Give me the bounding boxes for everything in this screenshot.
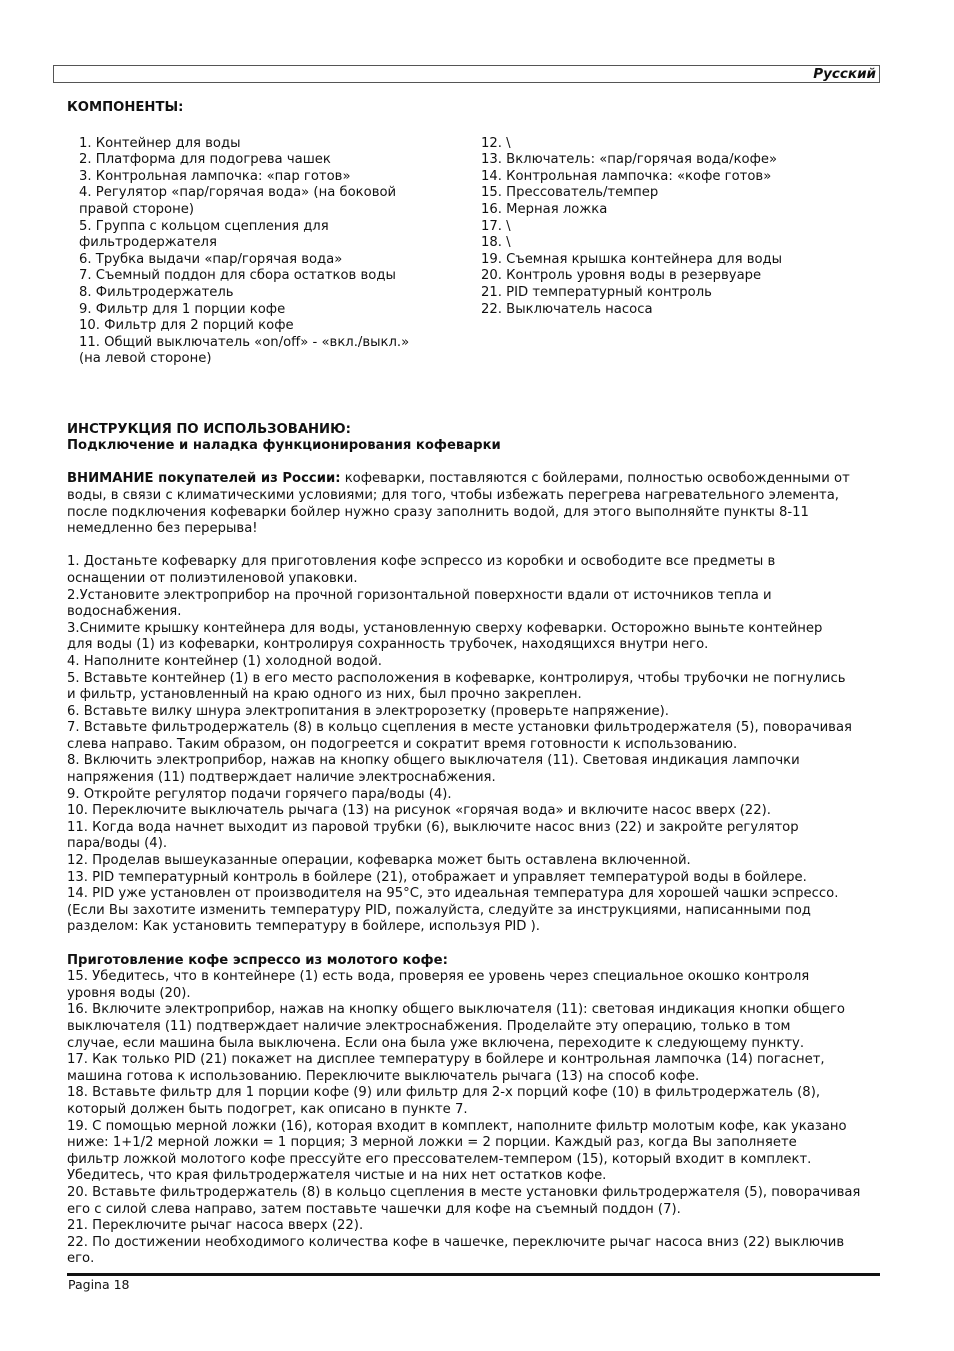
step-line: 19. С помощью мерной ложки (16), которая входит в комплект, наполните фильтр молотым кофе, как указано bbox=[67, 1118, 847, 1134]
component-item-line: 1. Контейнер для воды bbox=[79, 135, 241, 151]
step-line: 14. PID уже установлен от производителя на 95°C, это идеальная температура для хорошей чашки эспрессо. bbox=[67, 886, 839, 902]
step-line: его с силой слева направо, затем поставьте чашечки для кофе на съемный поддон (7). bbox=[67, 1201, 681, 1217]
step-line: 22. По достижении необходимого количества кофе в чашечке, переключите рычаг насоса вниз (22) выключив bbox=[67, 1234, 845, 1250]
step-line: 20. Вставьте фильтродержатель (8) в кольцо сцепления в месте установки фильтродержателя (5), поворачивая bbox=[67, 1184, 861, 1200]
component-item-line: 8. Фильтродержатель bbox=[79, 284, 234, 300]
instructions-subtitle: Подключение и наладка функционирования кофеварки bbox=[67, 438, 501, 454]
component-item bbox=[79, 169, 459, 186]
component-item-line: (на левой стороне) bbox=[79, 351, 212, 367]
components-left-column bbox=[79, 136, 459, 368]
warning-line: воды, в связи с климатическими условиями; для того, чтобы избежать перегрева нагревательного элемента, bbox=[67, 487, 839, 503]
step-line: 2.Установите электроприбор на прочной горизонтальной поверхности вдали от источников тепла и bbox=[67, 587, 772, 603]
step-line: 15. Убедитесь, что в контейнере (1) есть вода, проверяя ее уровень через специальное окошко контроля bbox=[67, 969, 810, 985]
component-item: 12. \ bbox=[481, 135, 511, 151]
step-line: 3.Снимите крышку контейнера для воды, установленную сверху кофеварки. Осторожно выньте контейнер bbox=[67, 620, 823, 636]
component-item bbox=[79, 252, 459, 269]
component-item bbox=[79, 219, 459, 252]
step-line: (Если Вы захотите изменить температуру PID, пожалуйста, следуйте за инструкциями, написанными под bbox=[67, 902, 811, 918]
component-item-line: фильтродержателя bbox=[79, 235, 217, 251]
step-line: выключателя (11) подтверждает наличие электроснабжения. Проделайте эту операцию, только в том bbox=[67, 1018, 791, 1034]
component-item bbox=[79, 302, 459, 319]
component-item bbox=[79, 152, 459, 169]
step-line: 10. Переключите выключатель рычага (13) на рисунок «горячая вода» и включите насос вверх (22). bbox=[67, 803, 771, 819]
component-item: 16. Мерная ложка bbox=[481, 201, 608, 217]
step-line: 12. Проделав вышеуказанные операции, кофеварка может быть оставлена включенной. bbox=[67, 853, 691, 869]
espresso-steps bbox=[67, 969, 879, 1268]
warning-text: кофеварки, поставляются с бойлерами, полностью освобожденными от bbox=[340, 471, 850, 487]
component-item: 15. Прессователь/темпер bbox=[481, 185, 659, 201]
component-item: 13. Включатель: «пар/горячая вода/кофе» bbox=[481, 152, 778, 168]
step-line: 13. PID температурный контроль в бойлере (21), отображает и управляет температурой воды в бойлере. bbox=[67, 869, 807, 885]
step-line: 21. Переключите рычаг насоса вверх (22). bbox=[67, 1218, 364, 1234]
component-item-line: 3. Контрольная лампочка: «пар готов» bbox=[79, 168, 351, 184]
component-item-line: 6. Трубка выдачи «пар/горячая вода» bbox=[79, 251, 343, 267]
component-item: 19. Съемная крышка контейнера для воды bbox=[481, 251, 783, 267]
step-line: 8. Включить электроприбор, нажав на кнопку общего выключателя (11). Световая индикация лампочки bbox=[67, 753, 800, 769]
components-right-column bbox=[481, 136, 861, 319]
warning-label: ВНИМАНИЕ покупателей из России: bbox=[67, 471, 341, 487]
step-line: и фильтр, установленный на краю одного из них, был прочно закреплен. bbox=[67, 687, 582, 703]
instructions-title: ИНСТРУКЦИЯ ПО ИСПОЛЬЗОВАНИЮ: bbox=[67, 421, 351, 437]
component-item bbox=[79, 318, 459, 335]
component-item: 22. Выключатель насоса bbox=[481, 301, 653, 317]
step-line: 1. Достаньте кофеварку для приготовления кофе эспрессо из коробки и освободите все предметы в bbox=[67, 554, 776, 570]
step-line: 5. Вставьте контейнер (1) в его место расположения в кофеварке, контролируя, чтобы трубочки не погнулись bbox=[67, 670, 846, 686]
step-line: машина готова к использованию. Переключите выключатель рычага (13) на способ кофе. bbox=[67, 1068, 700, 1084]
language-label: Русский bbox=[813, 66, 876, 82]
step-line: 6. Вставьте вилку шнура электропитания в электророзетку (проверьте напряжение). bbox=[67, 703, 669, 719]
step-line: 17. Как только PID (21) покажет на дисплее температуру в бойлере и контрольная лампочка (14) погаснет, bbox=[67, 1052, 825, 1068]
step-line: водоснабжения. bbox=[67, 604, 182, 620]
component-item-line: 2. Платформа для подогрева чашек bbox=[79, 152, 331, 168]
component-item-line: 9. Фильтр для 1 порции кофе bbox=[79, 301, 286, 317]
warning-line: немедленно без перерыва! bbox=[67, 521, 258, 537]
step-line: разделом: Как установить температуру в бойлере, используя PID ). bbox=[67, 919, 540, 935]
component-item-line: правой стороне) bbox=[79, 201, 194, 217]
step-line: 9. Откройте регулятор подачи горячего пара/воды (4). bbox=[67, 786, 452, 802]
step-line: ниже: 1+1/2 мерной ложки = 1 порция; 3 мерной ложки = 2 порции. Каждый раз, когда Вы заполняете bbox=[67, 1135, 797, 1151]
step-line: для воды (1) из кофеварки, контролируя сохранность трубочек, находящихся внутри него. bbox=[67, 637, 709, 653]
warning-line bbox=[67, 471, 879, 488]
warning-line: после подключения кофеварки бойлер нужно сразу заполнить водой, для этого выполняйте пункты 8-11 bbox=[67, 504, 809, 520]
page-content bbox=[67, 100, 879, 1268]
components-title: КОМПОНЕНТЫ: bbox=[67, 100, 184, 115]
step-line: слева направо. Таким образом, он подогреется и сократит время готовности к использованию. bbox=[67, 736, 738, 752]
step-line: пара/воды (4). bbox=[67, 836, 168, 852]
step-line: 4. Наполните контейнер (1) холодной водой. bbox=[67, 653, 382, 669]
espresso-title: Приготовление кофе эспрессо из молотого кофе: bbox=[67, 952, 448, 968]
component-item bbox=[79, 136, 459, 153]
step-line: 18. Вставьте фильтр для 1 порции кофе (9) или фильтр для 2-х порций кофе (10) в фильтродержатель (8), bbox=[67, 1085, 821, 1101]
page-header bbox=[53, 65, 880, 83]
setup-steps bbox=[67, 554, 879, 936]
component-item bbox=[79, 335, 459, 368]
component-item: 14. Контрольная лампочка: «кофе готов» bbox=[481, 168, 772, 184]
component-item-line: 10. Фильтр для 2 порций кофе bbox=[79, 318, 294, 334]
component-item: 21. PID температурный контроль bbox=[481, 284, 712, 300]
step-line: случае, если машина была выключена. Если она была уже включена, переходите к следующему пункту. bbox=[67, 1035, 805, 1051]
step-line: Убедитесь, что края фильтродержателя чистые и на них нет остатков кофе. bbox=[67, 1168, 607, 1184]
component-item bbox=[79, 268, 459, 285]
step-line: 16. Включите электроприбор, нажав на кнопку общего выключателя (11): световая индикация кнопки общего bbox=[67, 1002, 845, 1018]
component-item: 20. Контроль уровня воды в резервуаре bbox=[481, 268, 762, 284]
step-line: фильтр ложкой молотого кофе прессуйте его прессователем-темпером (15), который входит в комплект. bbox=[67, 1151, 812, 1167]
component-item-line: 7. Съемный поддон для сбора остатков воды bbox=[79, 268, 396, 284]
step-line: 7. Вставьте фильтродержатель (8) в кольцо сцепления в месте установки фильтродержателя (5), поворачивая bbox=[67, 720, 852, 736]
component-item bbox=[79, 185, 459, 218]
step-line: 11. Когда вода начнет выходит из паровой трубки (6), выключите насос вниз (22) и закройте регулятор bbox=[67, 819, 799, 835]
component-item-line: 5. Группа с кольцом сцепления для bbox=[79, 218, 329, 234]
component-item bbox=[79, 285, 459, 302]
step-line: напряжения (11) подтверждает наличие электроснабжения. bbox=[67, 770, 496, 786]
step-line: его. bbox=[67, 1251, 95, 1267]
component-item: 17. \ bbox=[481, 218, 511, 234]
step-line: который должен быть подогрет, как описано в пункте 7. bbox=[67, 1101, 468, 1117]
page-number: Pagina 18 bbox=[68, 1277, 130, 1292]
components-list bbox=[67, 136, 879, 386]
component-item-line: 4. Регулятор «пар/горячая вода» (на боковой bbox=[79, 185, 397, 201]
step-line: оснащении от полиэтиленовой упаковки. bbox=[67, 570, 358, 586]
component-item-line: 11. Общий выключатель «on/off» - «вкл./выкл.» bbox=[79, 334, 410, 350]
footer-rule bbox=[67, 1273, 880, 1276]
warning-paragraph bbox=[67, 471, 879, 537]
step-line: уровня воды (20). bbox=[67, 985, 191, 1001]
component-item: 18. \ bbox=[481, 235, 511, 251]
